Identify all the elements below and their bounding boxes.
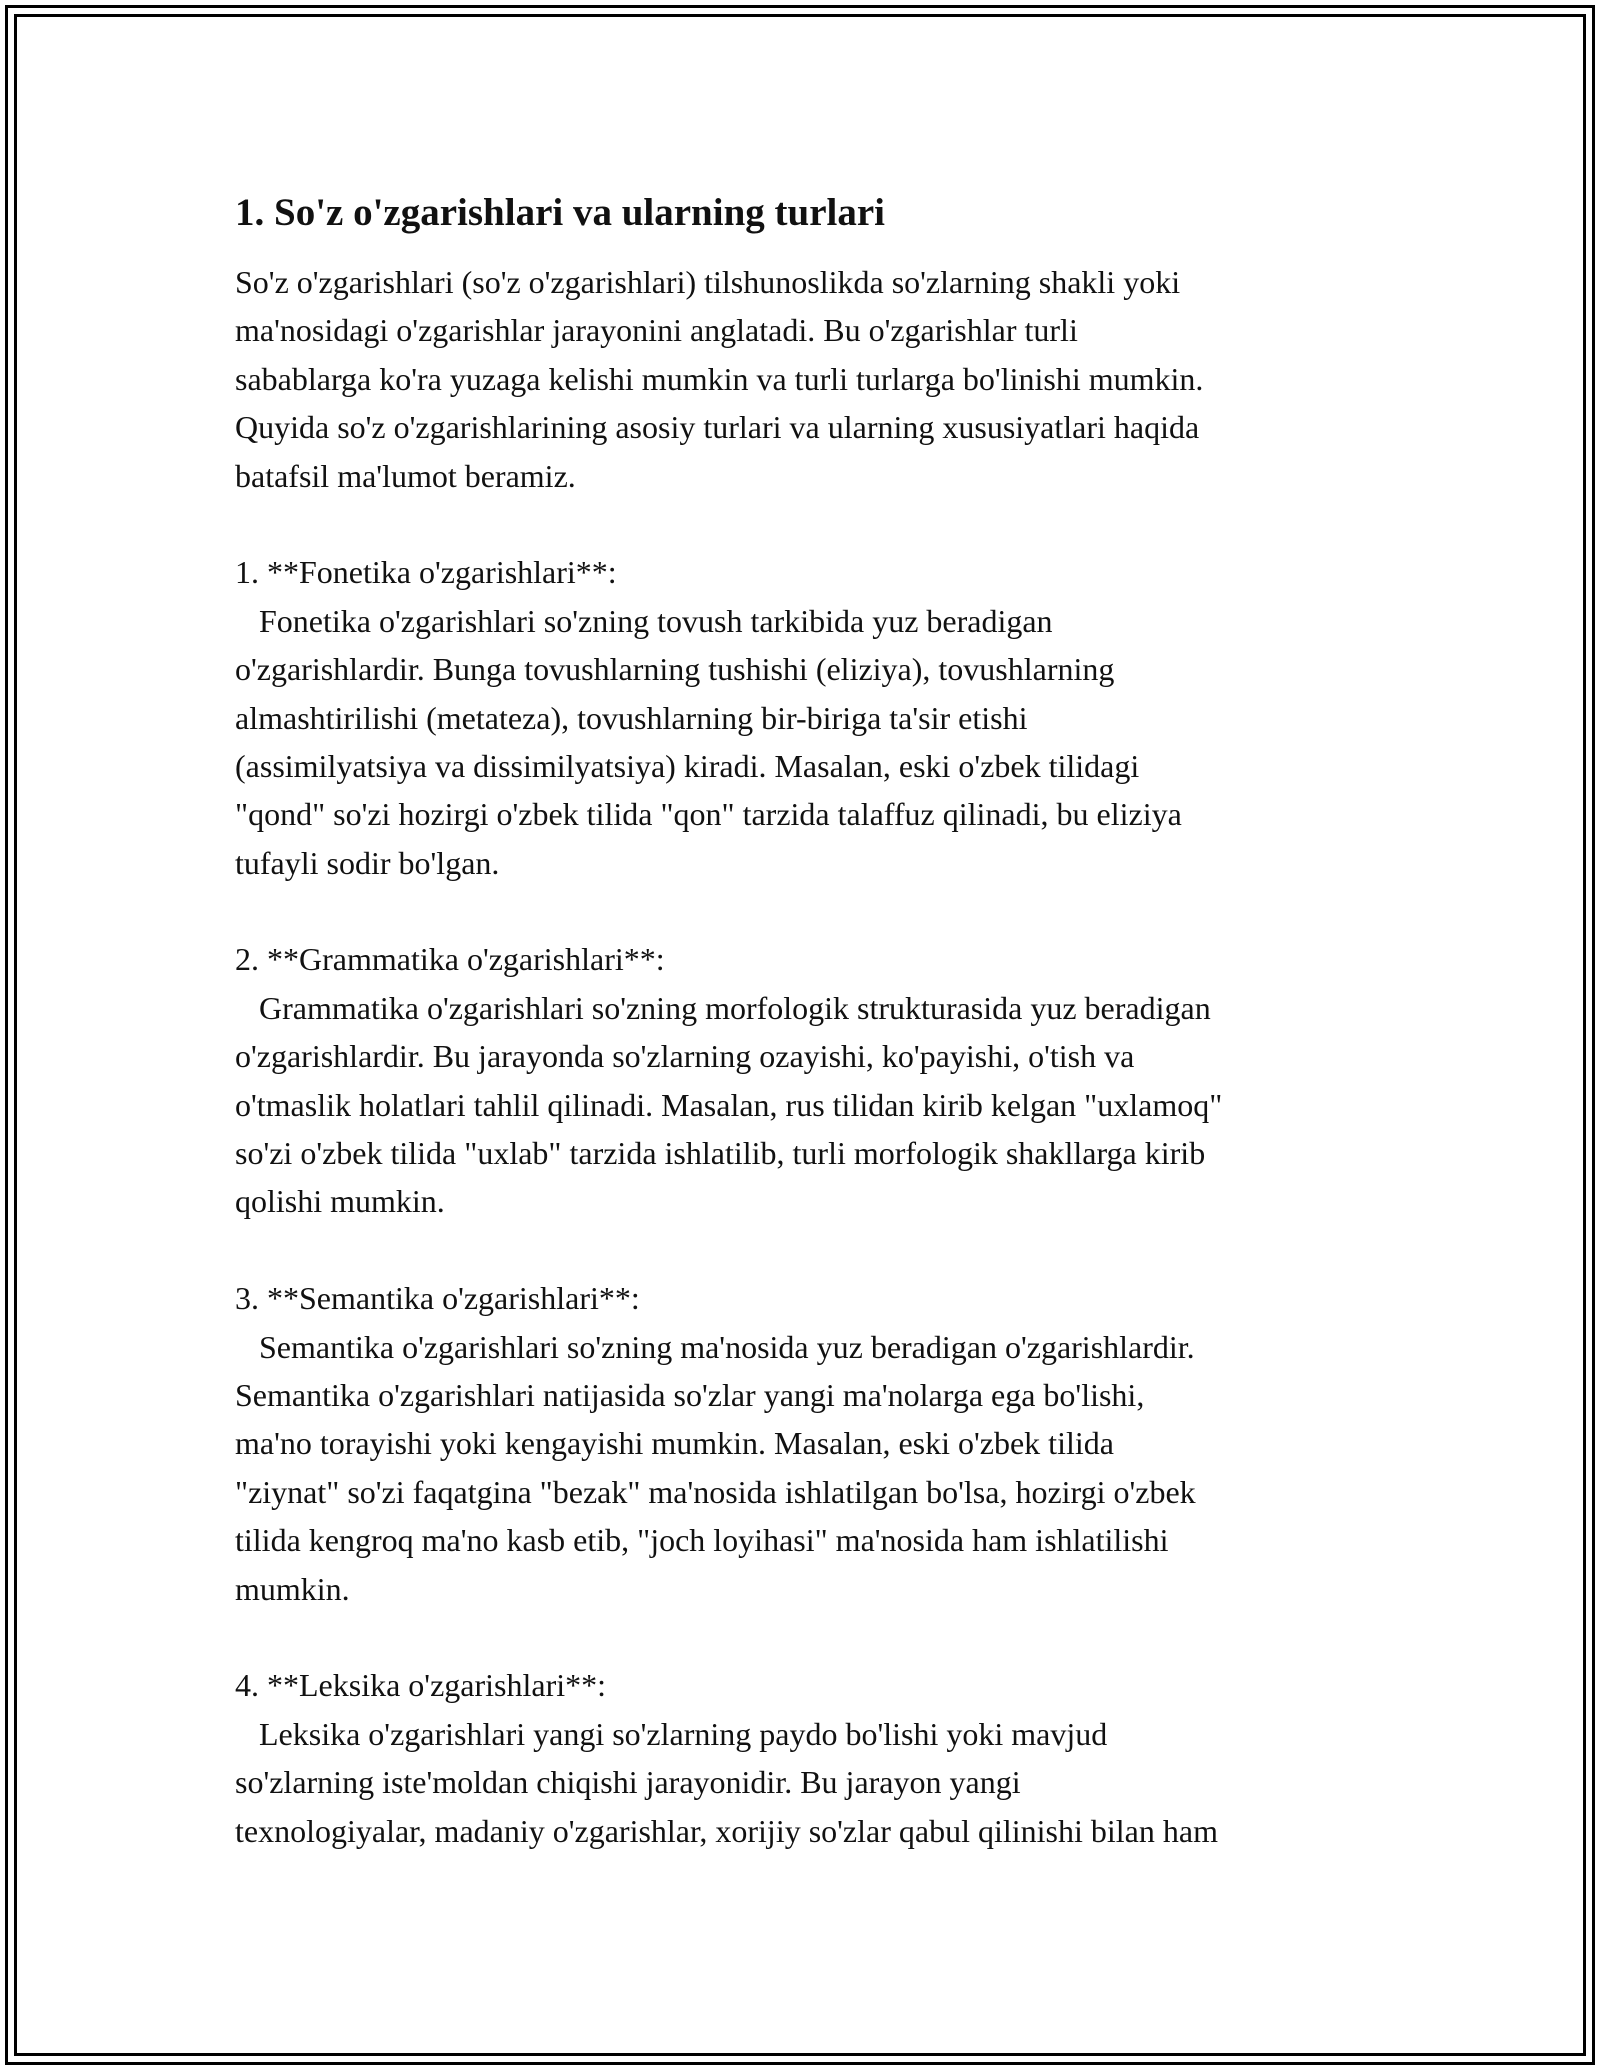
section-line: "ziynat" so'zi faqatgina "bezak" ma'nosida ishlatilgan bo'lsa, hozirgi o'zbek bbox=[235, 1473, 1196, 1510]
section-line: (assimilyatsiya va dissimilyatsiya) kiradi. Masalan, eski o'zbek tilidagi bbox=[235, 747, 1140, 784]
paragraph-gap bbox=[235, 887, 1385, 935]
section-line: Fonetika o'zgarishlari so'zning tovush tarkibida yuz beradigan bbox=[235, 602, 1053, 639]
section-title: 2. **Grammatika o'zgarishlari**: bbox=[235, 941, 665, 978]
sections-container bbox=[235, 500, 1385, 1855]
section-line: Semantika o'zgarishlari so'zning ma'nosida yuz beradigan o'zgarishlardir. bbox=[235, 1328, 1195, 1365]
section-title: 1. **Fonetika o'zgarishlari**: bbox=[235, 554, 617, 591]
section-line: "qond" so'zi hozirgi o'zbek tilida "qon" tarzida talaffuz qilinadi, bu eliziya bbox=[235, 796, 1182, 833]
section-4 bbox=[235, 1661, 1385, 1855]
section-line: ma'no torayishi yoki kengayishi mumkin. Masalan, eski o'zbek tilida bbox=[235, 1425, 1114, 1462]
section-title: 3. **Semantika o'zgarishlari**: bbox=[235, 1280, 640, 1317]
section-line: texnologiyalar, madaniy o'zgarishlar, xorijiy so'zlar qabul qilinishi bilan ham bbox=[235, 1812, 1218, 1849]
section-2 bbox=[235, 935, 1385, 1225]
intro-line: Quyida so'z o'zgarishlarining asosiy turlari va ularning xususiyatlari haqida bbox=[235, 409, 1200, 446]
intro-line: So'z o'zgarishlari (so'z o'zgarishlari) tilshunoslikda so'zlarning shakli yoki bbox=[235, 264, 1181, 300]
section-line: tilida kengroq ma'no kasb etib, "joch loyihasi" ma'nosida ham ishlatilishi bbox=[235, 1522, 1169, 1559]
section-line: qolishi mumkin. bbox=[235, 1183, 445, 1220]
section-line: Grammatika o'zgarishlari so'zning morfologik strukturasida yuz beradigan bbox=[235, 989, 1211, 1026]
section-line: Semantika o'zgarishlari natijasida so'zlar yangi ma'nolarga ega bo'lishi, bbox=[235, 1376, 1145, 1413]
intro-line: sabablarga ko'ra yuzaga kelishi mumkin va turli turlarga bo'linishi mumkin. bbox=[235, 360, 1204, 397]
section-1 bbox=[235, 548, 1385, 887]
section-line: almashtirilishi (metateza), tovushlarning bir-biriga ta'sir etishi bbox=[235, 699, 1028, 736]
section-line: Leksika o'zgarishlari yangi so'zlarning paydo bo'lishi yoki mavjud bbox=[235, 1715, 1108, 1752]
paragraph-gap bbox=[235, 1226, 1385, 1274]
paragraph-gap bbox=[235, 500, 1385, 548]
section-line: o'zgarishlardir. Bunga tovushlarning tushishi (eliziya), tovushlarning bbox=[235, 651, 1115, 688]
section-line: so'zlarning iste'moldan chiqishi jarayonidir. Bu jarayon yangi bbox=[235, 1764, 1021, 1801]
section-line: so'zi o'zbek tilida "uxlab" tarzida ishlatilib, turli morfologik shakllarga kirib bbox=[235, 1135, 1206, 1172]
section-3 bbox=[235, 1274, 1385, 1613]
intro-line: batafsil ma'lumot beramiz. bbox=[235, 457, 576, 494]
section-line: tufayli sodir bo'lgan. bbox=[235, 844, 500, 881]
section-title: 4. **Leksika o'zgarishlari**: bbox=[235, 1667, 606, 1704]
document-body bbox=[235, 186, 1385, 1855]
intro-line: ma'nosidagi o'zgarishlar jarayonini anglatadi. Bu o'zgarishlar turli bbox=[235, 312, 1078, 349]
section-line: mumkin. bbox=[235, 1570, 350, 1607]
paragraph-gap bbox=[235, 1613, 1385, 1661]
document-heading: 1. So'z o'zgarishlari va ularning turlari bbox=[235, 191, 885, 234]
section-line: o'zgarishlardir. Bu jarayonda so'zlarning ozayishi, ko'payishi, o'tish va bbox=[235, 1038, 1135, 1075]
section-line: o'tmaslik holatlari tahlil qilinadi. Masalan, rus tilidan kirib kelgan "uxlamoq" bbox=[235, 1086, 1223, 1123]
intro-paragraph bbox=[235, 258, 1385, 500]
